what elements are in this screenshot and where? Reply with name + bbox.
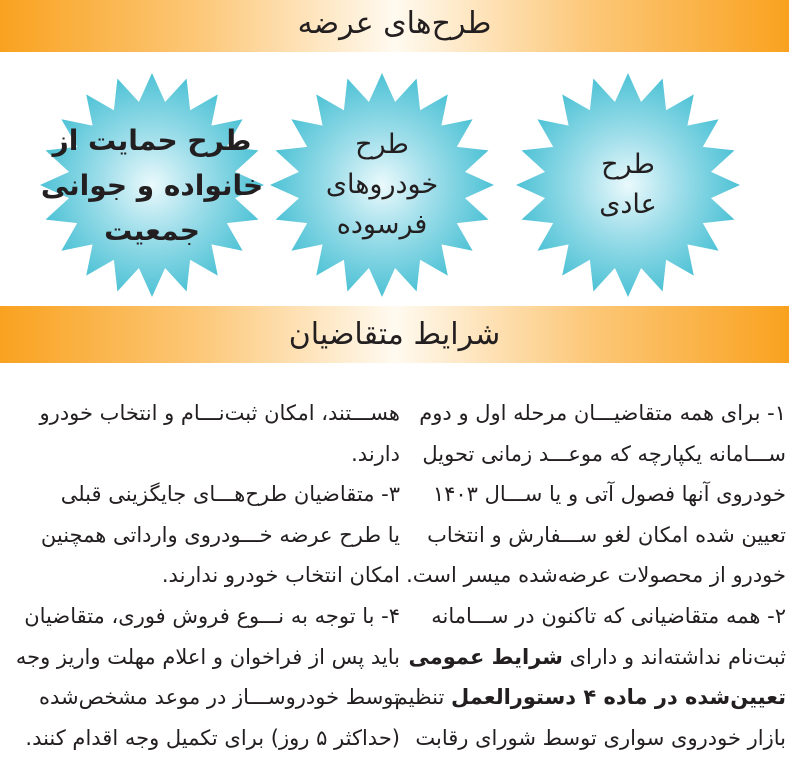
text-line: امکان انتخاب خودرو ندارند. (161, 563, 400, 588)
text-line: ۱- برای همه متقاضیـــان مرحله اول و دوم (419, 401, 786, 425)
plan-label: طرح عادی (599, 149, 657, 220)
offers-section-title: طرح‌های عرضه (297, 5, 492, 41)
text-line: ۲- همه متقاضیانی که تاکنون در ســـامانه (431, 603, 786, 628)
conditions-section-banner (0, 306, 789, 363)
offers-section-banner (0, 0, 789, 52)
plan-family-youth-support (39, 72, 265, 298)
plan-label: طرح حمایت از خانواده و جوانی جمعیت (40, 123, 264, 247)
text-line: هســـتند، امکان ثبت‌نـــام و انتخاب خودرو (39, 401, 400, 425)
text-line: خودرو از محصولات عرضه‌شده میسر است. (406, 563, 786, 588)
plan-regular (515, 72, 741, 298)
conditions-column-right (394, 393, 786, 758)
conditions-column-left (0, 393, 400, 758)
plan-label: طرح خودروهای فرسوده (325, 129, 439, 240)
text-line: بازار خودروی سواری توسط شورای رقابت (415, 725, 786, 750)
text-line: یا طرح عرضه خـــودروی وارداتی همچنین (40, 522, 400, 547)
text-line: تعیین‌شده در ماده ۴ دستورالعمل تنظیم (394, 685, 786, 710)
bold-phrase: شرایط عمومی (408, 644, 563, 669)
text-line: ســـامانه یکپارچه که موعـــد زمانی تحویل (422, 441, 786, 466)
text-line: ۳- متقاضیان طرح‌هـــای جایگزینی قبلی (60, 482, 400, 507)
text-line: دارند. (351, 441, 400, 466)
conditions-section-title: شرایط متقاضیان (288, 317, 501, 352)
text-line: خودروی آنها فصول آتی و یا ســـال ۱۴۰۳ (432, 482, 786, 507)
text-line: تعیین شده امکان لغو ســـفارش و انتخاب (427, 522, 786, 547)
text-line: باید پس از فراخوان و اعلام مهلت واریز وجه (15, 644, 400, 669)
text-line: توسط خودروســـاز در موعد مشخص‌شده (38, 685, 400, 710)
text-line: ثبت‌نام نداشته‌اند و دارای شرایط عمومی (408, 644, 786, 669)
plan-old-cars (269, 72, 495, 298)
bold-phrase: تعیین‌شده در ماده ۴ دستورالعمل (451, 685, 786, 710)
text-line: ۴- با توجه به نـــوع فروش فوری، متقاضیان (24, 603, 400, 628)
text-line: (حداکثر ۵ روز) برای تکمیل وجه اقدام کنند. (25, 725, 400, 750)
